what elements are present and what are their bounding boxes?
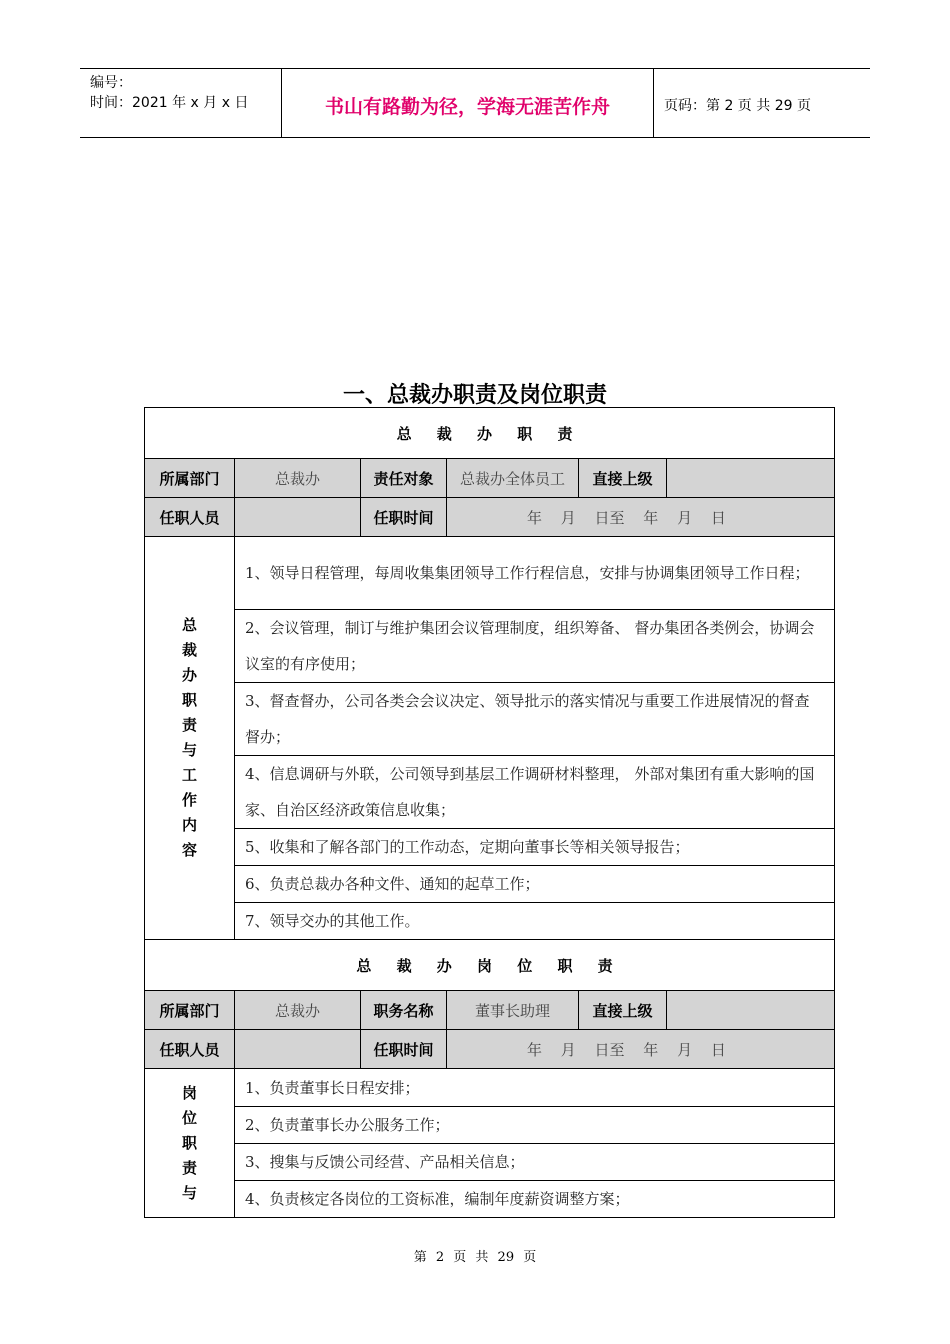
duty-item: 5、收集和了解各部门的工作动态，定期向董事长等相关领导报告； (235, 829, 835, 866)
page-footer: 第 2 页 共 29 页 (413, 1250, 537, 1265)
superior-value (667, 459, 835, 498)
period-label: 任职时间 (361, 1030, 447, 1069)
dept-value: 总裁办 (235, 459, 361, 498)
header-motto: 书山有路勤为径，学海无涯苦作舟 (282, 69, 654, 137)
period-value: 年 月 日至 年 月 日 (447, 498, 835, 537)
duty-table (144, 407, 835, 1218)
duty-item: 7、领导交办的其他工作。 (235, 903, 835, 940)
side-char: 责 (181, 716, 197, 734)
section1-side-label (145, 537, 235, 940)
duty-item: 1、领导日程管理，每周收集集团领导工作行程信息，安排与协调集团领导工作日程； (235, 537, 835, 610)
section2-side-label (145, 1069, 235, 1218)
target-label: 责任对象 (361, 459, 447, 498)
staff-label: 任职人员 (145, 1030, 235, 1069)
staff-value (235, 498, 361, 537)
side-char: 职 (181, 691, 197, 709)
staff-label: 任职人员 (145, 498, 235, 537)
dept-value: 总裁办 (235, 991, 361, 1030)
position-value: 董事长助理 (447, 991, 579, 1030)
side-char: 责 (181, 1158, 197, 1177)
page-header (80, 68, 870, 138)
duty-item: 2、会议管理，制订与维护集团会议管理制度，组织筹备、 督办集团各类例会，协调会议室的有序使用； (235, 610, 835, 683)
side-char: 工 (181, 766, 197, 784)
header-meta (80, 69, 282, 137)
section1-title: 总 裁 办 职 责 (145, 408, 835, 459)
duty-item: 1、负责董事长日程安排； (235, 1069, 835, 1107)
doc-number-label: 编号： (90, 75, 132, 91)
side-char: 内 (181, 816, 197, 834)
target-value: 总裁办全体员工 (447, 459, 579, 498)
side-char: 总 (181, 616, 197, 634)
period-value: 年 月 日至 年 月 日 (447, 1030, 835, 1069)
dept-label: 所属部门 (145, 991, 235, 1030)
duty-item: 2、负责董事长办公服务工作； (235, 1107, 835, 1144)
doc-time-label: 时间：2021 年 x 月 x 日 (90, 95, 249, 111)
position-label: 职务名称 (361, 991, 447, 1030)
header-page-label: 页码：第 2 页 共 29 页 (664, 98, 811, 114)
side-char: 岗 (181, 1083, 197, 1102)
side-char: 与 (181, 741, 197, 759)
section2-title: 总 裁 办 岗 位 职 责 (145, 940, 835, 991)
document-title: 一、总裁办职责及岗位职责 (342, 382, 607, 408)
side-char: 与 (181, 1183, 197, 1202)
period-label: 任职时间 (361, 498, 447, 537)
superior-value (667, 991, 835, 1030)
side-char: 作 (181, 791, 197, 809)
side-char: 办 (181, 666, 197, 684)
duty-item: 4、负责核定各岗位的工资标准，编制年度薪资调整方案； (235, 1181, 835, 1218)
duty-item: 3、搜集与反馈公司经营、产品相关信息； (235, 1144, 835, 1181)
superior-label: 直接上级 (579, 459, 667, 498)
duty-item: 6、负责总裁办各种文件、通知的起草工作； (235, 866, 835, 903)
dept-label: 所属部门 (145, 459, 235, 498)
side-char: 容 (181, 841, 197, 859)
side-char: 职 (181, 1133, 197, 1152)
duty-item: 3、督查督办，公司各类会会议决定、领导批示的落实情况与重要工作进展情况的督查督办； (235, 683, 835, 756)
duty-item: 4、信息调研与外联，公司领导到基层工作调研材料整理， 外部对集团有重大影响的国家、自治区经济政策信息收集； (235, 756, 835, 829)
side-char: 裁 (181, 641, 197, 659)
staff-value (235, 1030, 361, 1069)
superior-label: 直接上级 (579, 991, 667, 1030)
side-char: 位 (181, 1108, 197, 1127)
